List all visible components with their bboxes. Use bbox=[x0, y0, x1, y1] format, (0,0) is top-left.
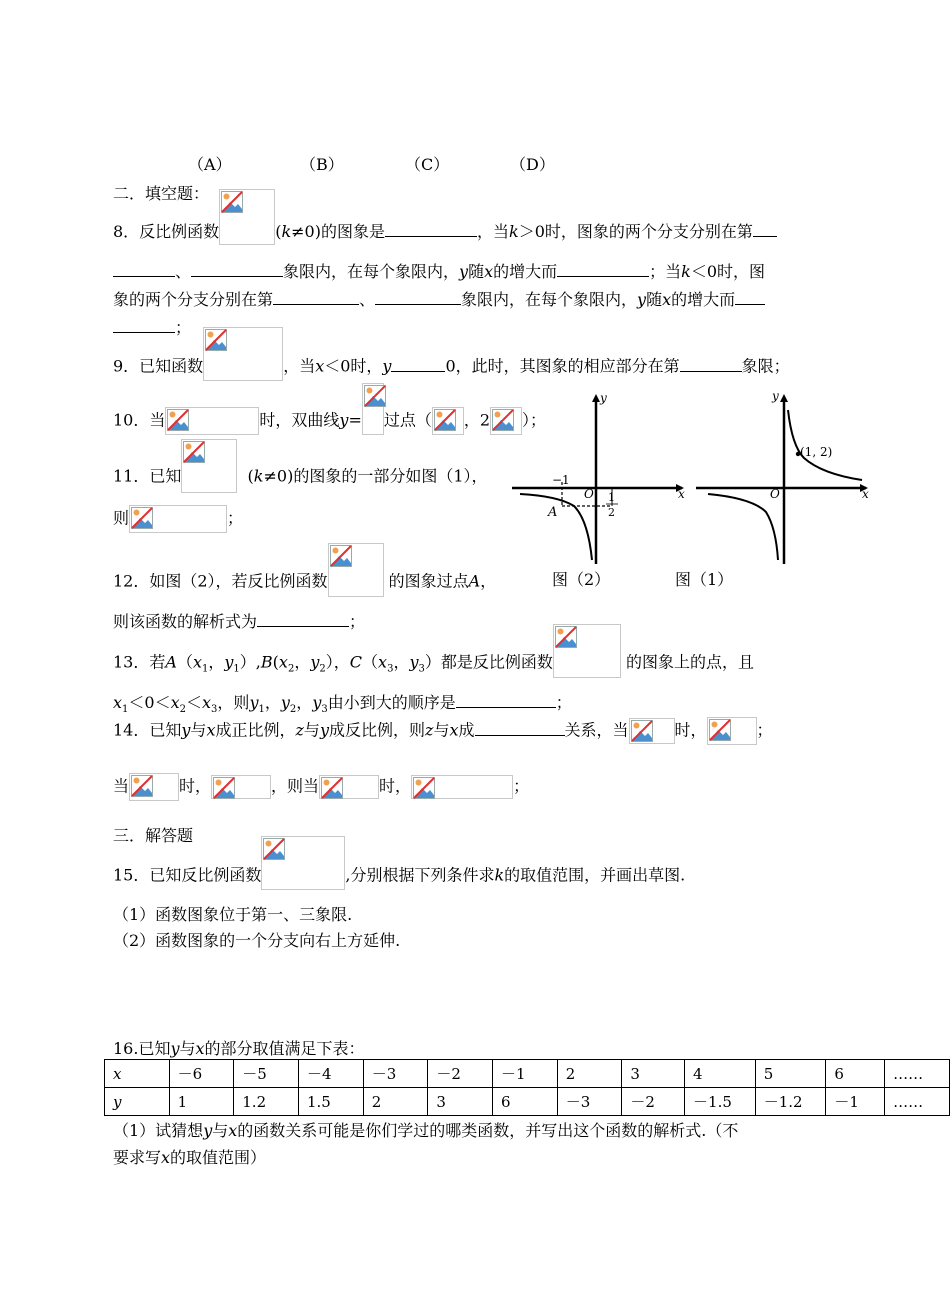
q9: 9．已知函数 ，当x＜0时，y 0，此时，其图象的相应部分在第 象限； bbox=[113, 353, 790, 381]
formula-image-icon bbox=[629, 718, 675, 744]
q15-part1: （1）函数图象位于第一、三象限. bbox=[113, 905, 353, 924]
table-cell: 3 bbox=[622, 1060, 685, 1088]
graph-figure-2 bbox=[692, 388, 874, 568]
figure-1-caption: 图（1） bbox=[675, 570, 734, 589]
choice-a: （A） bbox=[188, 155, 232, 174]
table-cell: －2 bbox=[622, 1088, 685, 1116]
point-label: (1, 2) bbox=[800, 445, 833, 459]
table-cell: －6 bbox=[169, 1060, 234, 1088]
q13-line1: 13．若$A(x_1$，$y_1),B(x_2$，$y_2$），$C(x_3$，$y_3$）都是反比例函数 的图象上的点，且 bbox=[113, 648, 754, 678]
table-cell: 6 bbox=[493, 1088, 558, 1116]
q16-part1-line1: （1）试猜想y与x的函数关系可能是你们学过的哪类函数，并写出这个函数的解析式.（不 bbox=[113, 1121, 739, 1140]
q15-part2: （2）函数图象的一个分支向右上方延伸. bbox=[113, 931, 401, 950]
half-denominator: 2 bbox=[608, 506, 615, 519]
table-cell: 1 bbox=[169, 1088, 234, 1116]
q14-line2: 当 时， ，则当 时， ； bbox=[113, 773, 529, 801]
hyperbola-branch bbox=[520, 494, 592, 560]
formula-image-icon bbox=[362, 383, 384, 435]
table-cell: 6 bbox=[826, 1060, 885, 1088]
table-row-x bbox=[105, 1060, 950, 1088]
table-cell: －5 bbox=[234, 1060, 299, 1088]
q8-line3: 象的两个分支分别在第 、 象限内，在每个象限内，y随x的增大而 bbox=[113, 287, 765, 310]
table-cell: －1.5 bbox=[685, 1088, 756, 1116]
q14-line1: 14．已知y与x成正比例，z与y成反比例，则z与x成 关系，当 时， ； bbox=[113, 717, 773, 745]
q13-line2: $x_1<0<x_2<x_3$，则$y_1$，$y_2$，$y_3$由小到大的顺序是 ； bbox=[113, 693, 572, 716]
table-cell: 4 bbox=[685, 1060, 756, 1088]
table-cell: 3 bbox=[428, 1088, 493, 1116]
y-label: y bbox=[600, 391, 607, 405]
origin-label: O bbox=[770, 487, 780, 501]
formula-image-icon bbox=[181, 439, 237, 493]
section-solutions: 三．解答题 bbox=[113, 826, 194, 845]
formula-image-icon bbox=[411, 775, 513, 799]
neg-one-label: −1 bbox=[552, 473, 570, 487]
q16-stem: 16.已知y与x的部分取值满足下表： bbox=[113, 1039, 365, 1058]
formula-image-icon bbox=[211, 775, 271, 799]
origin-label: O bbox=[584, 487, 594, 501]
table-cell: …… bbox=[885, 1088, 950, 1116]
hyperbola-branch-q3 bbox=[708, 494, 778, 560]
table-cell: x bbox=[105, 1060, 170, 1088]
q15-line1: 15．已知反比例函数 ,分别根据下列条件求k的取值范围，并画出草图. bbox=[113, 862, 685, 890]
formula-image-icon bbox=[707, 717, 757, 745]
q8-line4: ； bbox=[113, 315, 191, 338]
formula-image-icon bbox=[553, 624, 621, 678]
q16-part1-line2: 要求写x的取值范围） bbox=[113, 1148, 267, 1167]
choice-b: （B） bbox=[300, 155, 344, 174]
x-label: x bbox=[678, 487, 685, 501]
table-cell: －2 bbox=[428, 1060, 493, 1088]
formula-image-icon bbox=[261, 836, 345, 890]
graph-figure-1 bbox=[506, 388, 688, 568]
choice-c: （C） bbox=[405, 155, 450, 174]
table-cell: 5 bbox=[755, 1060, 826, 1088]
table-row-y bbox=[105, 1088, 950, 1116]
q10: 10．当 时，双曲线y= 过点（ ，2 ）； bbox=[113, 407, 546, 435]
table-cell: y bbox=[105, 1088, 170, 1116]
formula-image-icon bbox=[129, 773, 179, 801]
table-cell: 2 bbox=[557, 1060, 622, 1088]
table-cell: …… bbox=[885, 1060, 950, 1088]
table-cell: －3 bbox=[557, 1088, 622, 1116]
value-table bbox=[104, 1059, 950, 1116]
choice-d: （D） bbox=[510, 155, 555, 174]
table-cell: －1.2 bbox=[755, 1088, 826, 1116]
formula-image-icon bbox=[165, 407, 259, 435]
formula-image-icon bbox=[432, 407, 464, 435]
table-cell: 1.2 bbox=[234, 1088, 299, 1116]
table-cell: －4 bbox=[299, 1060, 364, 1088]
section-fill-in: 二．填空题： bbox=[113, 184, 210, 203]
table-cell: －3 bbox=[363, 1060, 428, 1088]
table-cell: 2 bbox=[363, 1088, 428, 1116]
q11-line2: 则 ； bbox=[113, 505, 243, 533]
table-cell: －1 bbox=[826, 1088, 885, 1116]
q11-line1: 11．已知 (k≠0)的图象的一部分如图（1）， bbox=[113, 461, 488, 493]
formula-image-icon bbox=[328, 543, 384, 597]
formula-image-icon bbox=[129, 505, 227, 533]
table-cell: －1 bbox=[493, 1060, 558, 1088]
point-a-label: A bbox=[548, 505, 558, 520]
y-label: y bbox=[772, 389, 779, 403]
formula-image-icon bbox=[203, 327, 283, 381]
formula-image-icon bbox=[319, 775, 379, 799]
half-numerator: 1 bbox=[608, 491, 615, 504]
q8-line1: 8．反比例函数 (k≠0)的图象是 ，当k＞0时，图象的两个分支分别在第 bbox=[113, 219, 777, 245]
figure-2-caption: 图（2） bbox=[552, 570, 611, 589]
q8-line2: 、 象限内，在每个象限内，y随x的增大而 ；当k＜0时，图 bbox=[113, 259, 765, 282]
formula-image-icon bbox=[219, 189, 275, 245]
table-cell: 1.5 bbox=[299, 1088, 364, 1116]
q12-line1: 12．如图（2），若反比例函数 的图象过点A， bbox=[113, 567, 496, 597]
x-label: x bbox=[862, 487, 869, 501]
q12-line2: 则该函数的解析式为 ； bbox=[113, 612, 366, 631]
